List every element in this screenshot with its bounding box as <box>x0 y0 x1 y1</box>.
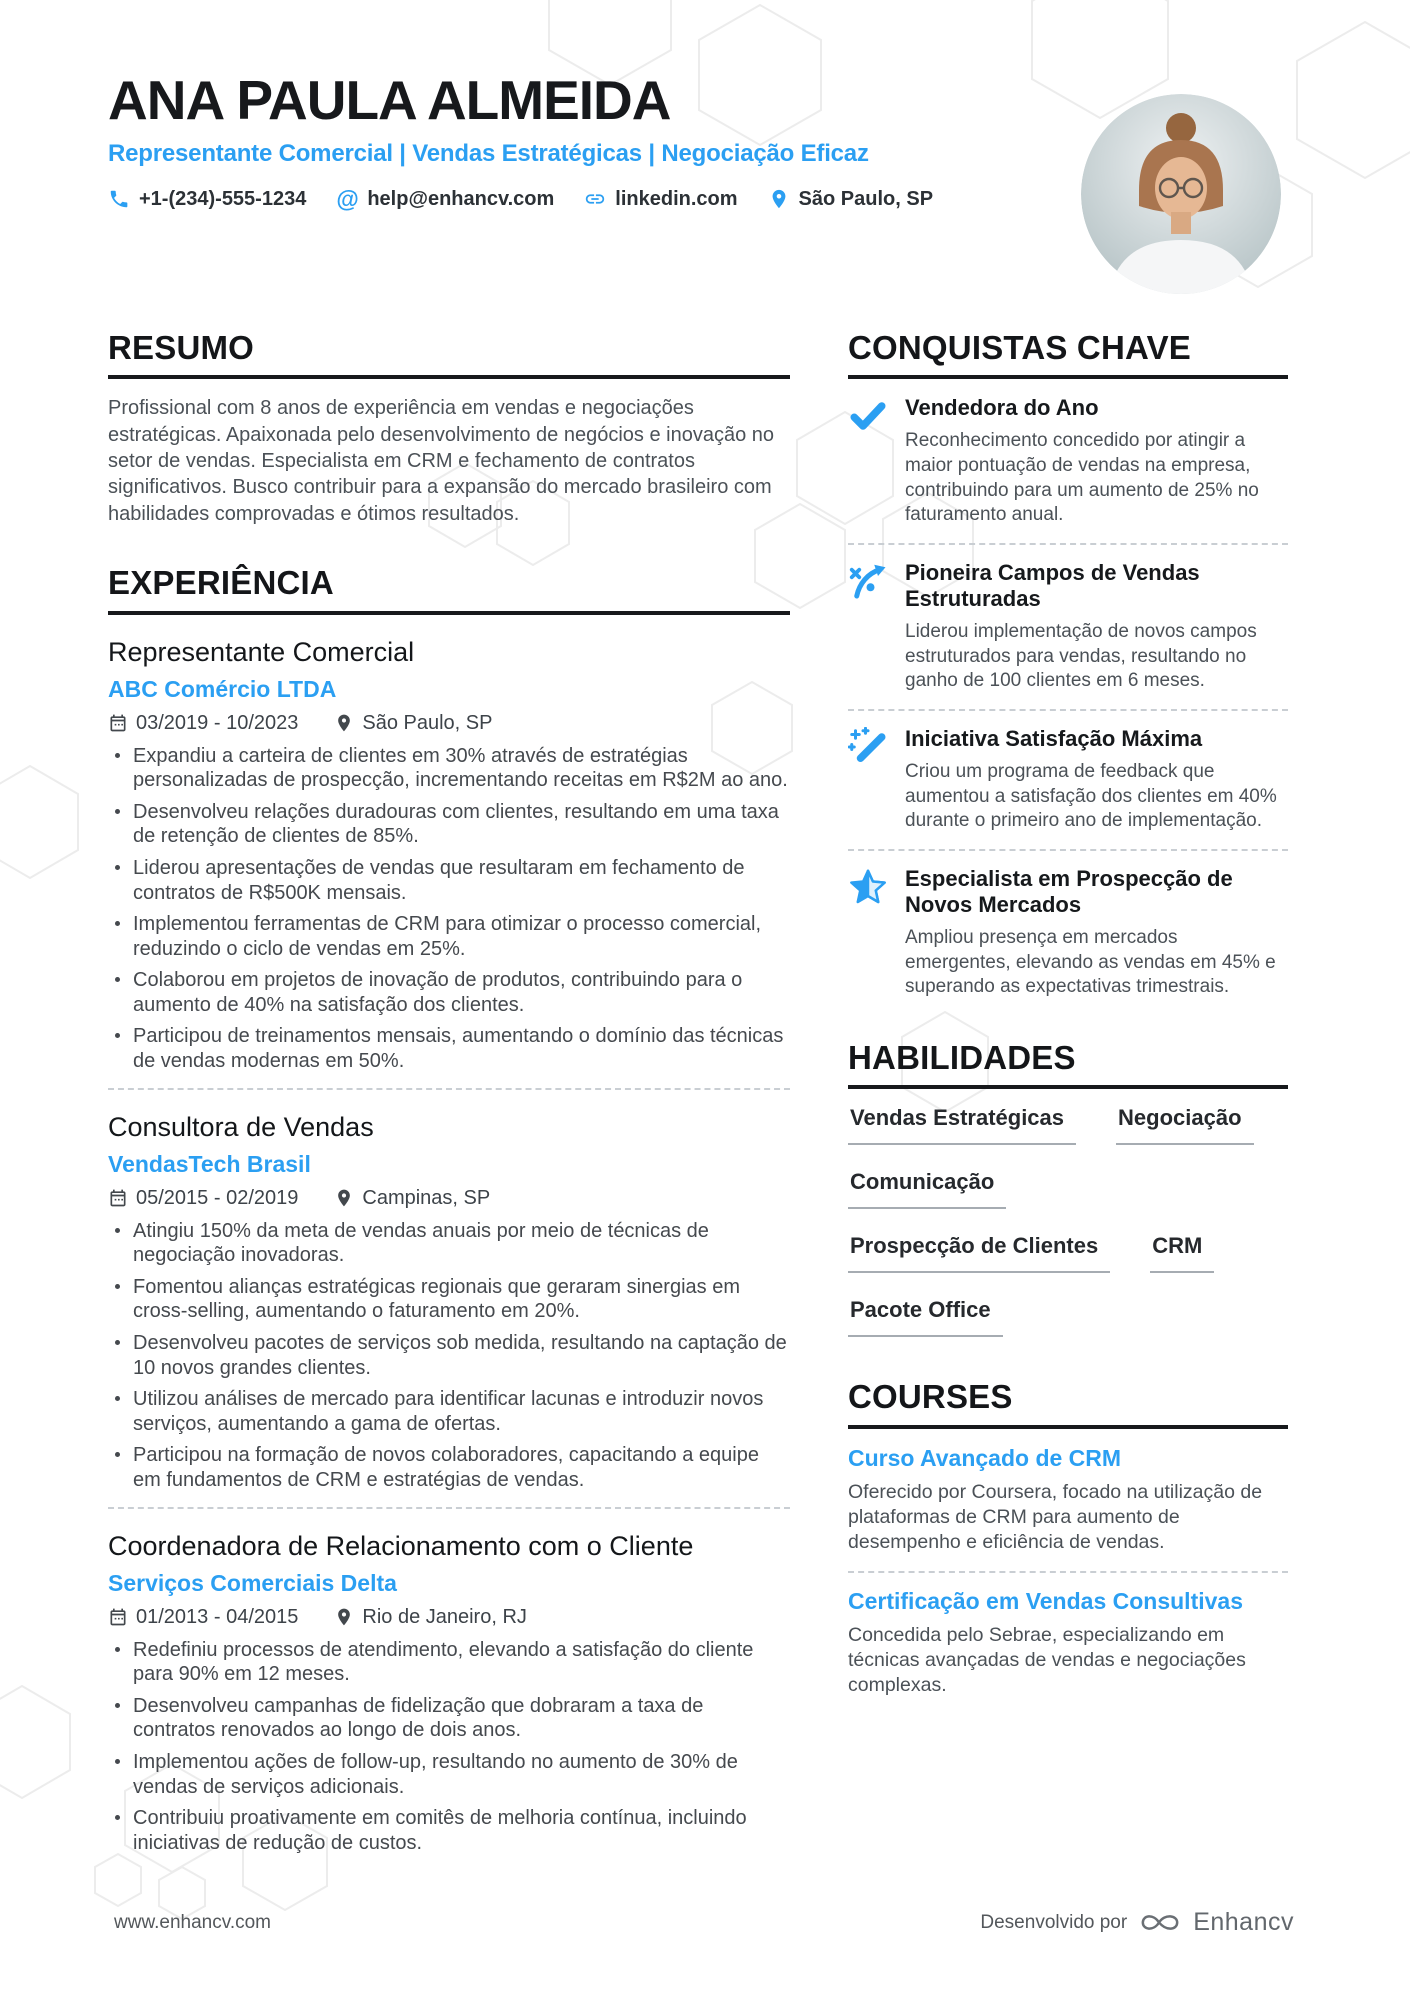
job-bullets <box>108 1219 790 1493</box>
enhancv-wordmark: Enhancv <box>1193 1908 1294 1936</box>
experience-section <box>108 565 790 1855</box>
achievement-title: Especialista em Prospecção de Novos Mercados <box>905 865 1233 917</box>
job-location <box>334 1187 490 1210</box>
bullet-item: Utilizou análises de mercado para identificar lacunas e introduzir novos serviços, aumentando a gama de ofertas. <box>108 1387 790 1436</box>
course-title: Curso Avançado de CRM <box>848 1444 1122 1471</box>
skill-tag: Vendas Estratégicas <box>848 1105 1076 1145</box>
contact-email-text: help@enhancv.com <box>367 187 555 210</box>
bullet-item: Colaborou em projetos de inovação de produtos, contribuindo para o aumento de 40% na satisfação dos clientes. <box>108 968 790 1017</box>
candidate-name: ANA PAULA ALMEIDA <box>108 69 671 131</box>
strategy-arrow-icon <box>848 561 888 601</box>
achievement-text: Liderou implementação de novos campos estruturados para vendas, resultando no ganho de 100 clientes em 6 meses. <box>905 620 1257 692</box>
course-item <box>848 1588 1288 1699</box>
magic-wand-icon <box>848 727 888 767</box>
job-location-text: Campinas, SP <box>362 1186 491 1209</box>
course-text: Concedida pelo Sebrae, especializando em técnicas avançadas de vendas e negociações complexas. <box>848 1623 1246 1697</box>
dashed-divider <box>848 543 1288 545</box>
summary-heading: RESUMO <box>108 330 790 379</box>
achievements-section <box>848 330 1288 1000</box>
contact-location-text: São Paulo, SP <box>798 187 934 210</box>
job-location <box>334 1606 527 1629</box>
skills-heading: HABILIDADES <box>848 1040 1288 1089</box>
location-pin-icon <box>768 188 790 210</box>
contact-phone[interactable] <box>108 188 306 211</box>
experience-heading: EXPERIÊNCIA <box>108 565 790 614</box>
company-name: ABC Comércio LTDA <box>108 675 337 702</box>
experience-entry <box>108 1525 790 1856</box>
summary-text: Profissional com 8 anos de experiência em vendas e negociações estratégicas. Apaixonada pelo desenvolvimento de negócios e inovação no setor de vendas. Especialista em CRM e fechamento de contratos significativos. Busco contribuir para a expansão do mercado brasileiro com habilidades comprovadas e ótimos resultados. <box>108 397 775 525</box>
dashed-divider <box>108 1088 790 1090</box>
job-dates <box>108 1187 298 1210</box>
footer-site-link[interactable]: www.enhancv.com <box>114 1911 271 1933</box>
achievement-text: Reconhecimento concedido por atingir a maior pontuação de vendas na empresa, contribuindo para um aumento de 25% no faturamento anual. <box>905 430 1259 526</box>
job-title: Coordenadora de Relacionamento com o Cliente <box>108 1530 694 1561</box>
job-dates-text: 03/2019 - 10/2023 <box>136 711 299 734</box>
calendar-icon <box>108 713 128 733</box>
at-icon: @ <box>336 186 359 213</box>
calendar-icon <box>108 1607 128 1627</box>
dashed-divider <box>108 1507 790 1509</box>
bullet-item: Participou de treinamentos mensais, aumentando o domínio das técnicas de vendas modernas em 50%. <box>108 1024 790 1073</box>
bullet-item: Contribuiu proativamente em comitês de melhoria contínua, incluindo iniciativas de redução de custos. <box>108 1806 790 1855</box>
columns <box>108 330 1288 1862</box>
job-location-text: São Paulo, SP <box>362 711 493 734</box>
link-icon <box>584 188 606 210</box>
job-dates-text: 05/2015 - 02/2019 <box>136 1186 299 1209</box>
job-title: Consultora de Vendas <box>108 1111 374 1142</box>
achievement-item <box>848 866 1288 1000</box>
achievement-title: Vendedora do Ano <box>905 395 1099 421</box>
page-footer <box>114 1908 1294 1937</box>
contact-location <box>768 188 933 211</box>
contact-email[interactable] <box>336 188 554 211</box>
star-icon <box>848 867 888 907</box>
skill-tag: CRM <box>1150 1233 1214 1273</box>
experience-entry <box>108 631 790 1074</box>
courses-heading: COURSES <box>848 1379 1288 1428</box>
dashed-divider <box>848 849 1288 851</box>
job-bullets <box>108 744 790 1074</box>
courses-section <box>848 1379 1288 1698</box>
bullet-item: Redefiniu processos de atendimento, elevando a satisfação do cliente para 90% em 12 meses. <box>108 1638 790 1687</box>
achievement-title: Pioneira Campos de Vendas Estruturadas <box>905 560 1200 611</box>
bullet-item: Implementou ações de follow-up, resultando no aumento de 30% de vendas de serviços adicionais. <box>108 1750 790 1799</box>
location-pin-icon <box>334 713 354 733</box>
job-meta-row <box>108 1606 790 1629</box>
achievement-text: Ampliou presença em mercados emergentes, elevando as vendas em 45% e superando as expectativas trimestrais. <box>905 926 1276 998</box>
job-meta-row <box>108 1187 790 1210</box>
phone-icon <box>108 188 130 210</box>
bullet-item: Desenvolveu campanhas de fidelização que dobraram a taxa de contratos renovados ao longo de dois anos. <box>108 1694 790 1743</box>
location-pin-icon <box>334 1188 354 1208</box>
achievements-heading: CONQUISTAS CHAVE <box>848 330 1288 379</box>
job-dates-text: 01/2013 - 04/2015 <box>136 1605 299 1628</box>
course-item <box>848 1445 1288 1556</box>
bullet-item: Desenvolveu pacotes de serviços sob medida, resultando na captação de 10 novos grandes clientes. <box>108 1331 790 1380</box>
job-dates <box>108 712 298 735</box>
developed-by-label: Desenvolvido por <box>980 1911 1128 1933</box>
achievement-text: Criou um programa de feedback que aumentou a satisfação dos clientes em 40% durante o primeiro ano de implementação. <box>905 760 1277 832</box>
right-column <box>848 330 1288 1862</box>
bullet-item: Participou na formação de novos colaboradores, capacitando a equipe em fundamentos de CRM e estratégias de vendas. <box>108 1443 790 1492</box>
job-location <box>334 712 492 735</box>
contact-row <box>108 188 1058 211</box>
skill-tag: Negociação <box>1116 1105 1254 1145</box>
dashed-divider <box>848 1571 1288 1573</box>
achievement-item <box>848 395 1288 528</box>
profile-photo <box>1081 94 1281 294</box>
course-text: Oferecido por Coursera, focado na utilização de plataformas de CRM para aumento de desempenho e eficiência de vendas. <box>848 1480 1263 1554</box>
contact-phone-text: +1-(234)-555-1234 <box>139 187 307 210</box>
summary-section <box>108 330 790 527</box>
bullet-item: Expandiu a carteira de clientes em 30% através de estratégias personalizadas de prospecção, incrementando receitas em R$2M ao ano. <box>108 744 790 793</box>
job-meta-row <box>108 712 790 735</box>
job-location-text: Rio de Janeiro, RJ <box>362 1605 527 1628</box>
footer-branding[interactable] <box>980 1908 1294 1937</box>
resume-header <box>108 69 1058 213</box>
company-name: Serviços Comerciais Delta <box>108 1569 397 1596</box>
skills-section <box>848 1040 1288 1337</box>
course-title: Certificação em Vendas Consultivas <box>848 1587 1243 1614</box>
job-title: Representante Comercial <box>108 636 415 667</box>
bullet-item: Liderou apresentações de vendas que resultaram em fechamento de contratos de R$500K mensais. <box>108 856 790 905</box>
bullet-item: Desenvolveu relações duradouras com clientes, resultando em uma taxa de retenção de clientes de 85%. <box>108 800 790 849</box>
company-name: VendasTech Brasil <box>108 1150 311 1177</box>
bullet-item: Atingiu 150% da meta de vendas anuais por meio de técnicas de negociação inovadoras. <box>108 1219 790 1268</box>
dashed-divider <box>848 709 1288 711</box>
job-bullets <box>108 1638 790 1856</box>
calendar-icon <box>108 1188 128 1208</box>
contact-linkedin-text: linkedin.com <box>615 187 738 210</box>
achievement-item <box>848 560 1288 694</box>
enhancv-logo-icon <box>1139 1909 1181 1936</box>
achievement-item <box>848 726 1288 834</box>
location-pin-icon <box>334 1607 354 1627</box>
job-dates <box>108 1606 298 1629</box>
left-column <box>108 330 790 1862</box>
candidate-headline: Representante Comercial | Vendas Estratégicas | Negociação Eficaz <box>108 139 869 167</box>
experience-entry <box>108 1106 790 1493</box>
bullet-item: Implementou ferramentas de CRM para otimizar o processo comercial, reduzindo o ciclo de vendas em 25%. <box>108 912 790 961</box>
checkmark-icon <box>848 396 888 436</box>
skills-list <box>848 1105 1288 1337</box>
skill-tag: Pacote Office <box>848 1297 1003 1337</box>
skill-tag: Comunicação <box>848 1169 1006 1209</box>
skill-tag: Prospecção de Clientes <box>848 1233 1110 1273</box>
bullet-item: Fomentou alianças estratégicas regionais que geraram sinergias em cross-selling, aumentando o faturamento em 20%. <box>108 1275 790 1324</box>
contact-linkedin[interactable] <box>584 188 737 211</box>
achievement-title: Iniciativa Satisfação Máxima <box>905 725 1203 751</box>
